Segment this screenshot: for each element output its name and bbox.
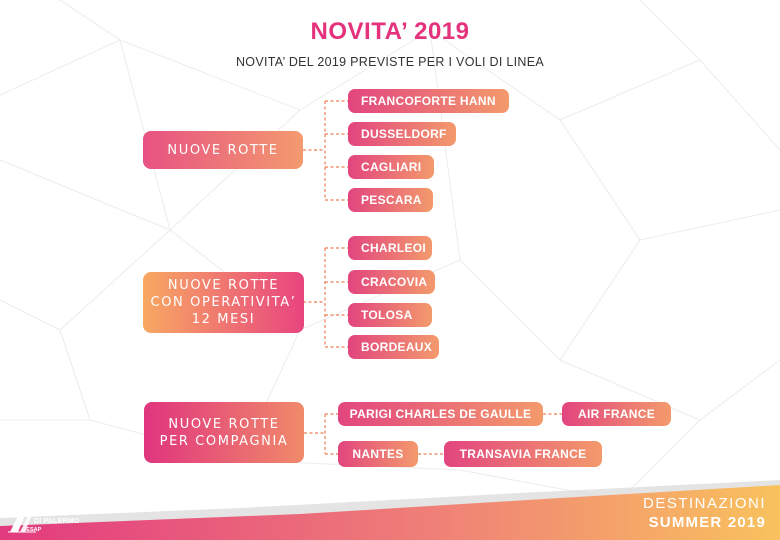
- group-carrier-line-1: NUOVE ROTTE: [168, 416, 280, 432]
- page-subtitle: NOVITA’ DEL 2019 PREVISTE PER I VOLI DI LINEA: [235, 55, 545, 69]
- route-pescara: PESCARA: [348, 188, 433, 212]
- route-nantes: NANTES: [338, 441, 418, 467]
- route-tolosa: TOLOSA: [348, 303, 432, 327]
- route-parigi-cdg: PARIGI CHARLES DE GAULLE: [338, 402, 543, 426]
- logo-org: GESAP: [22, 527, 42, 533]
- group-12-months-line-2: CON OPERATIVITA’: [150, 295, 297, 310]
- carrier-air-france: AIR FRANCE: [562, 402, 671, 426]
- group-new-routes-label: NUOVE ROTTE: [167, 142, 279, 158]
- route-francoforte-hann: FRANCOFORTE HANN: [348, 89, 509, 113]
- page-title: NOVITA’ 2019: [310, 18, 470, 45]
- route-cagliari: CAGLIARI: [348, 155, 434, 179]
- route-dusseldorf: DUSSELDORF: [348, 122, 456, 146]
- route-bordeaux: BORDEAUX: [348, 335, 439, 359]
- route-charleoi: CHARLEOI: [348, 236, 432, 260]
- group-12-months-line-1: NUOVE ROTTE: [167, 278, 280, 293]
- logo-line-2: DI PALERMO: [34, 518, 80, 525]
- destination-line-1: DESTINAZIONI: [642, 495, 766, 512]
- logo-line-1: AEROPORTO: [34, 510, 81, 517]
- destination-badge: [643, 494, 766, 532]
- group-carrier-line-2: PER COMPAGNIA: [159, 433, 289, 449]
- route-cracovia: CRACOVIA: [348, 270, 435, 294]
- carrier-transavia-france: TRANSAVIA FRANCE: [444, 441, 602, 467]
- destination-line-2: SUMMER 2019: [648, 514, 766, 531]
- group-12-months-line-3: 12 MESI: [191, 312, 256, 327]
- airport-logo-text: [34, 510, 81, 526]
